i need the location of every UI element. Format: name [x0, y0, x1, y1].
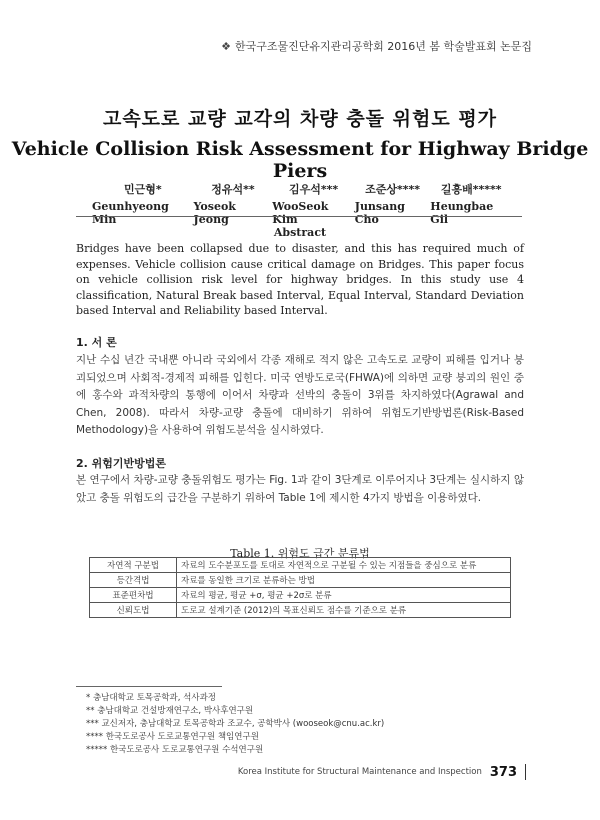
author-name-english: WooSeok Kim [272, 200, 329, 226]
table-row [90, 588, 511, 603]
abstract-heading: Abstract [273, 226, 327, 239]
footnote: **** 한국도로공사 도로교통연구원 책임연구원 [86, 732, 259, 742]
author-name-korean: 길흥배***** [440, 183, 502, 196]
author-name-korean: 조준상**** [365, 183, 420, 196]
page-footer [238, 764, 526, 780]
author [272, 181, 354, 226]
author-name-korean: 김우석*** [288, 183, 339, 196]
author [430, 181, 512, 226]
author [355, 181, 431, 226]
author-name-english: Yoseok Jeong [193, 200, 236, 226]
author-name-korean: 민근형* [123, 183, 162, 196]
footnote: ** 충남대학교 건설방재연구소, 박사후연구원 [86, 706, 254, 716]
table-cell-method: 신뢰도법 [90, 603, 177, 618]
table-row [90, 573, 511, 588]
footnote: *** 교신저자, 충남대학교 토목공학과 조교수, 공학박사 (wooseok@cnu.ac.kr) [86, 719, 385, 729]
author-name-english: Geunhyeong Min [92, 200, 169, 226]
footnote: * 충남대학교 토목공학과, 석사과정 [86, 693, 217, 703]
divider [76, 216, 522, 217]
page-number: 373 [489, 764, 517, 780]
author [194, 181, 273, 226]
section-body-methodology: 본 연구에서 차량-교량 충돌위험도 평가는 Fig. 1과 같이 3단계로 이루어지나 3단계는 실시하지 않았고 충돌 위험도의 급간을 구분하기 위하여 Table 1에 제시한 4가지 방법을 이용하였다. [76, 474, 524, 504]
author [92, 181, 194, 226]
table-caption: Table 1. 위험도 급간 분류법 [230, 547, 370, 560]
author-name-english: Heungbae Gil [430, 200, 494, 226]
running-header [221, 38, 532, 54]
table-cell-method: 표준편차법 [90, 588, 177, 603]
footnote-divider [76, 686, 222, 687]
author-name-english: Junsang Cho [354, 200, 405, 226]
table-cell-method: 등간격법 [90, 573, 177, 588]
running-header-text: 한국구조물진단유지관리공학회 2016년 봄 학술발표회 논문집 [234, 40, 532, 53]
section-heading-introduction: 1. 서 론 [76, 336, 117, 349]
table-cell-description: 자료를 동일한 크기로 분류하는 방법 [177, 573, 511, 588]
table-row [90, 558, 511, 573]
table-cell-method: 자연적 구분법 [90, 558, 177, 573]
paper-title-korean: 고속도로 교량 교각의 차량 충돌 위험도 평가 [102, 108, 498, 130]
table-cell-description: 자료의 평균, 평균 +σ, 평균 +2σ로 분류 [177, 588, 511, 603]
table-row [90, 603, 511, 618]
section-body-introduction: 지난 수십 년간 국내뿐 아니라 국외에서 각종 재해로 적지 않은 고속도로 교량이 피해를 입거나 붕괴되었으며 사회적-경제적 피해를 입힌다. 미국 연방도로국(FHWA)에 의하면 교량 붕괴의 원인 중에 홍수와 과적차량의 통행에 이어서 차량과 선박의 충돌이 3위를 차지하였다(Agrawal and Chen, 2008). 따라서 차량-교량 충돌에 대비하기 위하여 위험도기반방법론(Risk-Based Methodology)을 사용하여 위험도분석을 실시하였다. [76, 354, 524, 436]
table-cell-description: 자료의 도수분포도를 토대로 자연적으로 구분될 수 있는 지점들을 중심으로 분류 [177, 558, 511, 573]
table-cell-description: 도로교 설계기준 (2012)의 목표신뢰도 점수를 기준으로 분류 [177, 603, 511, 618]
diamond-cluster-icon: ❖ [221, 39, 231, 53]
abstract-body: Bridges have been collapsed due to disaster, and this has required much of expenses. Vehicle collision cause critical damage on Bridges. This paper focus on vehicle collision risk level for highway bridges. In this study use 4 classification, Natural Break based Interval, Equal Interval, Standard Deviation based Interval and Reliability based Interval. [76, 242, 524, 317]
section-heading-methodology: 2. 위험기반방법론 [76, 457, 167, 470]
footer-institute: Korea Institute for Structural Maintenance and Inspection [237, 767, 482, 777]
paper-title-english: Vehicle Collision Risk Assessment for Highway Bridge Piers [11, 138, 589, 182]
classification-table [89, 557, 511, 618]
author-list [92, 181, 512, 226]
author-name-korean: 정유석** [211, 183, 255, 196]
footer-divider [525, 764, 526, 780]
footnote: ***** 한국도로공사 도로교통연구원 수석연구원 [86, 745, 264, 755]
